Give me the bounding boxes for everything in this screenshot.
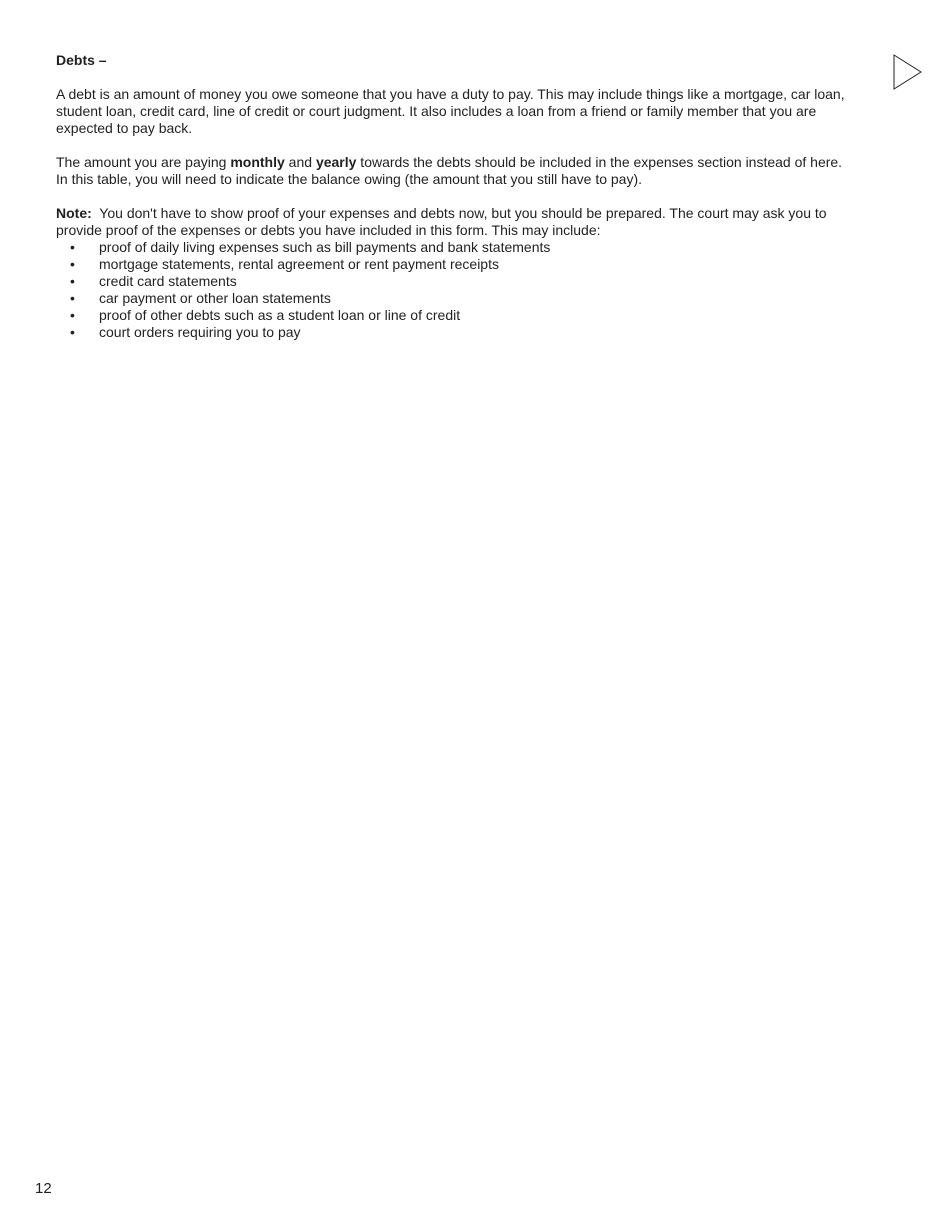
payment-instructions-paragraph: [56, 154, 856, 188]
next-page-arrow-icon[interactable]: [893, 54, 923, 90]
note-text: You don't have to show proof of your expenses and debts now, but you should be prepared. The court may ask you to provide proof of the expenses or debts you have included in this form. This may include:: [56, 205, 831, 238]
list-item: [56, 239, 856, 256]
bullet-glyph: •: [70, 256, 75, 272]
proof-list: [56, 239, 856, 341]
paragraph-text: and: [284, 154, 316, 170]
section-heading: Debts –: [56, 52, 107, 68]
list-item: [56, 290, 856, 307]
note-paragraph: [56, 205, 856, 239]
bullet-glyph: •: [70, 307, 75, 323]
list-item: [56, 273, 856, 290]
list-item-text: car payment or other loan statements: [99, 290, 331, 306]
list-item: [56, 324, 856, 341]
note-label: Note:: [56, 205, 92, 221]
list-item-text: credit card statements: [99, 273, 237, 289]
bullet-glyph: •: [70, 324, 75, 340]
document-body: [56, 52, 856, 341]
list-item-text: mortgage statements, rental agreement or rent payment receipts: [99, 256, 499, 272]
paragraph-text: towards the debts should be included in the expenses section instead of here. In this table, you will need to indicate the balance owing (the amount that you still have to pay).: [56, 154, 843, 187]
list-item: [56, 307, 856, 324]
bullet-glyph: •: [70, 273, 75, 289]
list-item: [56, 256, 856, 273]
list-item-text: court orders requiring you to pay: [99, 324, 301, 340]
emphasis-yearly: yearly: [315, 154, 357, 170]
debt-definition-paragraph: A debt is an amount of money you owe someone that you have a duty to pay. This may include things like a mortgage, car loan, student loan, credit card, line of credit or court judgment. It also includes a loan from a friend or family member that you are expected to pay back.: [56, 86, 845, 136]
page-number: 12: [35, 1180, 52, 1197]
paragraph-text: The amount you are paying: [56, 154, 231, 170]
bullet-glyph: •: [70, 290, 75, 306]
bullet-glyph: •: [70, 239, 75, 255]
emphasis-monthly: monthly: [230, 154, 285, 170]
list-item-text: proof of other debts such as a student loan or line of credit: [99, 307, 461, 323]
list-item-text: proof of daily living expenses such as bill payments and bank statements: [99, 239, 551, 255]
